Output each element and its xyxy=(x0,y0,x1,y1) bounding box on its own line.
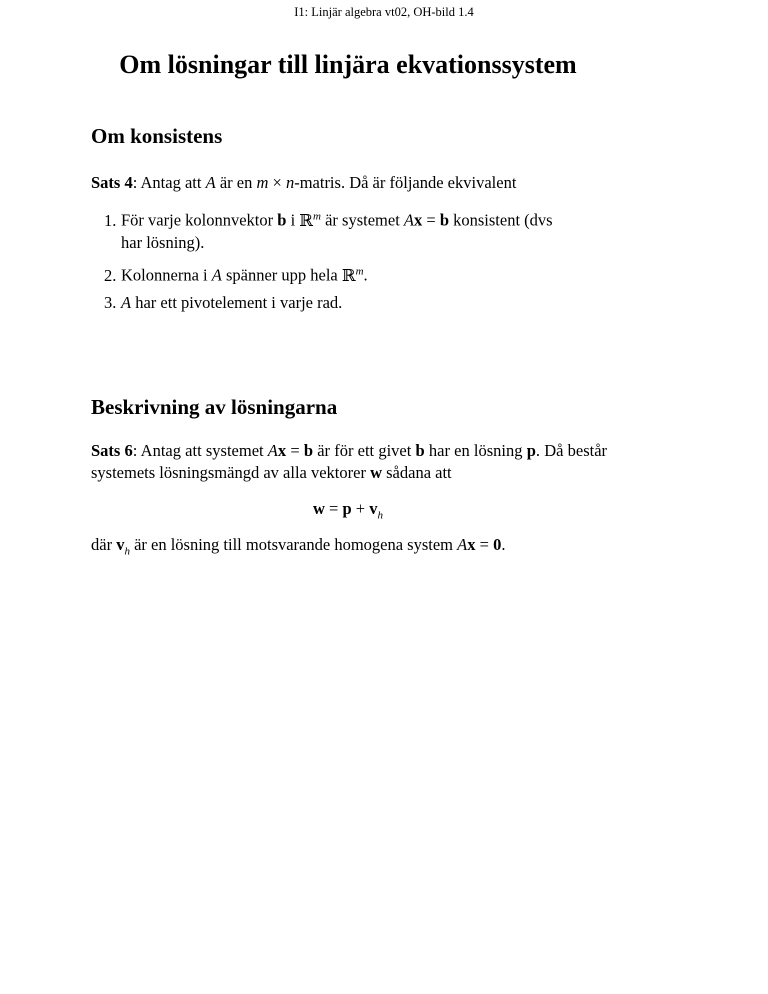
list-item: 3. A har ett pivotelement i varje rad. xyxy=(104,293,343,312)
list-item-number: 2. xyxy=(104,265,117,285)
section-heading-consistency: Om konsistens xyxy=(91,124,223,148)
theorem-4-text-1: : Antag att xyxy=(132,173,206,192)
display-equation: $w = p + v_h$ xyxy=(313,499,383,522)
theorem-6-label: Sats 6 xyxy=(91,441,133,460)
dimension-expression: m xyxy=(256,173,269,192)
list-item: 1. För varje kolonnvektor b i ℝ$^m$ är systemet Ax = b konsistent (dvs har lösning). xyxy=(104,210,553,252)
list-item-text: För varje kolonnvektor xyxy=(121,210,278,230)
list-item-continuation: har lösning). xyxy=(121,232,205,252)
list-item-number: 3. xyxy=(104,293,117,312)
list-item-number: 1. xyxy=(104,210,117,230)
theorem-4-text-3: -matris. Då är följande ekvivalent xyxy=(294,173,517,192)
theorem-4-label: Sats 4 xyxy=(91,173,133,192)
theorem-4-text-2: är en xyxy=(215,173,257,192)
theorem-4: Sats 4: Antag att A är en m × n-matris. Då är följande ekvivalent xyxy=(91,173,517,192)
homogeneous-note: där $v_h$ är en lösning till motsvarande homogena system Ax = 0. xyxy=(91,535,506,558)
real-space-symbol: ℝ$^m$ xyxy=(299,210,321,230)
matrix-A: A xyxy=(205,173,216,192)
section-heading-solutions: Beskrivning av lösningarna xyxy=(91,395,338,419)
real-space-symbol: ℝ$^m$ xyxy=(341,265,364,285)
theorem-6: Sats 6: Antag att systemet Ax = b är för ett givet b har en lösning p. Då består systemets lösningsmängd av alla vektorer w sådana att xyxy=(91,441,608,482)
list-item: 2. Kolonnerna i A spänner upp hela ℝ$^m$. xyxy=(104,265,368,285)
document-title: Om lösningar till linjära ekvationssystem xyxy=(119,50,577,79)
page-header: I1: Linjär algebra vt02, OH-bild 1.4 xyxy=(294,5,474,19)
